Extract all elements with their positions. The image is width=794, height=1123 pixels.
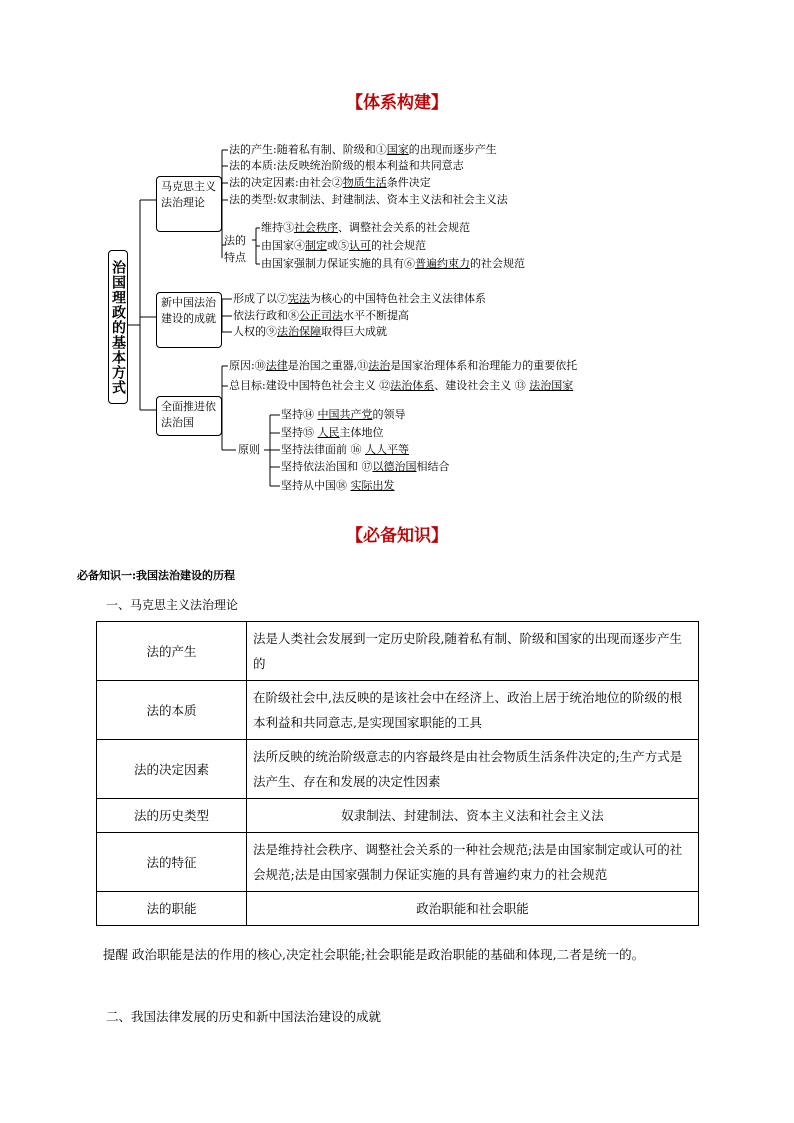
mindmap-leaf: 由国家④制定或⑤认可的社会规范 <box>261 239 426 252</box>
mindmap-leaf: 坚持⑭ 中国共产党的领导 <box>281 408 406 421</box>
row-label: 法的历史类型 <box>97 799 247 833</box>
row-value: 法所反映的统治阶级意志的内容最终是由社会物质生活条件决定的;生产方式是法产生、存在和发展的决定性因素 <box>247 740 699 799</box>
mind-map <box>0 0 794 520</box>
mindmap-leaf: 法的决定因素:由社会②物质生活条件决定 <box>229 176 431 189</box>
mindmap-leaf: 由国家强制力保证实施的具有⑥普遍约束力的社会规范 <box>261 257 525 270</box>
section-title-knowledge: 【必备知识】 <box>346 526 448 546</box>
row-label: 法的决定因素 <box>97 740 247 799</box>
knowledge-heading: 必备知识一:我国法治建设的历程 <box>77 569 236 582</box>
subheading-marxist-theory: 一、马克思主义法治理论 <box>106 598 239 612</box>
mindmap-leaf: 坚持法律面前 ⑯ 人人平等 <box>281 443 409 456</box>
table-row <box>97 681 699 740</box>
mindmap-root: 治国理政的基本方式 <box>108 250 128 404</box>
mindmap-leaf: 总目标:建设中国特色社会主义 ⑫法治体系、建设社会主义 ⑬ 法治国家 <box>229 379 574 392</box>
mindmap-category-marxist-theory: 马克思主义法治理论 <box>156 176 222 232</box>
mindmap-leaf: 人权的⑨法治保障取得巨大成就 <box>233 325 387 338</box>
table-row <box>97 892 699 926</box>
section-title-system: 【体系构建】 <box>346 93 448 113</box>
row-label: 法的本质 <box>97 681 247 740</box>
mindmap-category-achievements: 新中国法治建设的成就 <box>156 292 222 348</box>
mindmap-leaf: 依法行政和⑧公正司法水平不断提高 <box>233 309 409 322</box>
reminder-paragraph: 提醒 政治职能是法的作用的核心,决定社会职能;社会职能是政治职能的基础和体现,二者是统一的。 <box>103 947 645 962</box>
subheading-history: 二、我国法律发展的历史和新中国法治建设的成就 <box>106 1009 382 1024</box>
mindmap-category-rule-of-law: 全面推进依法治国 <box>156 396 222 436</box>
row-value: 法是维持社会秩序、调整社会关系的一种社会规范;法是由国家制定或认可的社会规范;法是由国家强制力保证实施的具有普遍约束力的社会规范 <box>247 833 699 892</box>
mindmap-leaf: 原因:⑩法律是治国之重器,⑪法治是国家治理体系和治理能力的重要依托 <box>229 359 578 372</box>
row-label: 法的职能 <box>97 892 247 926</box>
row-label: 法的特征 <box>97 833 247 892</box>
mindmap-leaf: 坚持⑮ 人民主体地位 <box>281 426 384 439</box>
mindmap-leaf: 形成了以⑦宪法为核心的中国特色社会主义法律体系 <box>233 292 486 305</box>
mindmap-leaf: 坚持依法治国和 ⑰以德治国相结合 <box>281 460 450 473</box>
row-value: 在阶级社会中,法反映的是该社会中在经济上、政治上居于统治地位的阶级的根本利益和共同意志,是实现国家职能的工具 <box>247 681 699 740</box>
mindmap-feature-label: 法的特点 <box>224 234 246 264</box>
table-row <box>97 740 699 799</box>
knowledge-table <box>96 621 699 926</box>
table-row <box>97 833 699 892</box>
mindmap-principle-label: 原则 <box>238 443 260 456</box>
row-label: 法的产生 <box>97 622 247 681</box>
mindmap-leaf: 法的本质:法反映统治阶级的根本利益和共同意志 <box>229 159 464 172</box>
row-value: 政治职能和社会职能 <box>247 892 699 926</box>
table-row <box>97 799 699 833</box>
mindmap-leaf: 维持③社会秩序、调整社会关系的社会规范 <box>261 221 470 234</box>
mindmap-leaf: 坚持从中国⑱ 实际出发 <box>281 479 395 492</box>
row-value: 奴隶制法、封建制法、资本主义法和社会主义法 <box>247 799 699 833</box>
mindmap-leaf: 法的类型:奴隶制法、封建制法、资本主义法和社会主义法 <box>229 193 508 206</box>
table-row <box>97 622 699 681</box>
mindmap-leaf: 法的产生:随着私有制、阶级和①国家的出现而逐步产生 <box>229 143 497 156</box>
row-value: 法是人类社会发展到一定历史阶段,随着私有制、阶级和国家的出现而逐步产生的 <box>247 622 699 681</box>
